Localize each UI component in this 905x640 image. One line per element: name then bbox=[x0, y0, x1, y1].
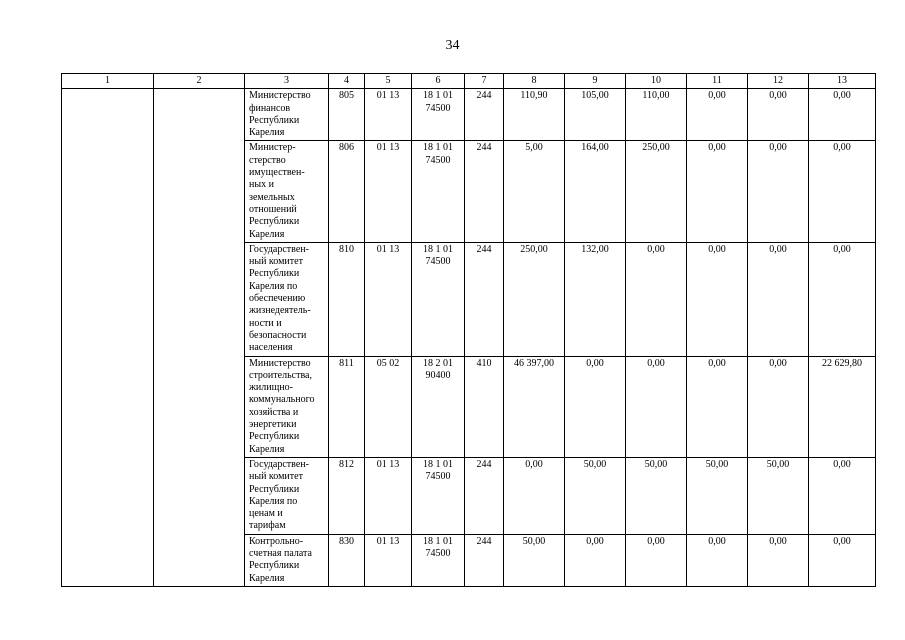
article-line: 74500 bbox=[425, 547, 451, 559]
cell-value: 0,00 bbox=[809, 534, 876, 586]
cell-code: 812 bbox=[329, 457, 365, 534]
cell-code: 805 bbox=[329, 89, 365, 141]
organization-name-line: ности и bbox=[249, 317, 282, 329]
column-header: 4 bbox=[329, 74, 365, 89]
cell-article bbox=[412, 356, 465, 457]
header-row bbox=[62, 74, 876, 89]
article-line: 74500 bbox=[425, 256, 451, 268]
article-line: 90400 bbox=[425, 369, 451, 381]
cell-col2 bbox=[154, 141, 245, 242]
cell-value: 132,00 bbox=[565, 242, 626, 356]
column-header: 12 bbox=[748, 74, 809, 89]
organization-name-line: Карелия bbox=[249, 572, 285, 584]
cell-col2 bbox=[154, 356, 245, 457]
cell-type: 244 bbox=[465, 457, 504, 534]
cell-organization bbox=[245, 356, 329, 457]
organization-name-line: Карелия по bbox=[249, 280, 298, 292]
organization-name-line: строительства, bbox=[249, 369, 312, 381]
cell-value: 50,00 bbox=[748, 457, 809, 534]
cell-organization bbox=[245, 534, 329, 586]
cell-article bbox=[412, 534, 465, 586]
cell-section: 01 13 bbox=[365, 534, 412, 586]
cell-value: 0,00 bbox=[748, 356, 809, 457]
organization-name-line: Республики bbox=[249, 431, 300, 443]
article-line: 74500 bbox=[425, 154, 451, 166]
cell-type: 244 bbox=[465, 242, 504, 356]
cell-value: 0,00 bbox=[809, 457, 876, 534]
cell-article bbox=[412, 457, 465, 534]
organization-name-line: Государствен- bbox=[249, 243, 309, 255]
cell-value: 0,00 bbox=[809, 141, 876, 242]
cell-type: 244 bbox=[465, 89, 504, 141]
organization-name-line: ный комитет bbox=[249, 256, 303, 268]
organization-name-line: стерство bbox=[249, 154, 286, 166]
cell-code: 806 bbox=[329, 141, 365, 242]
cell-value: 0,00 bbox=[687, 534, 748, 586]
organization-name-line: Республики bbox=[249, 216, 300, 228]
cell-code: 830 bbox=[329, 534, 365, 586]
cell-type: 410 bbox=[465, 356, 504, 457]
cell-section: 01 13 bbox=[365, 242, 412, 356]
cell-value: 5,00 bbox=[504, 141, 565, 242]
cell-value: 50,00 bbox=[504, 534, 565, 586]
article-line: 18 1 01 bbox=[423, 90, 453, 102]
organization-name-line: Республики bbox=[249, 483, 300, 495]
cell-code: 811 bbox=[329, 356, 365, 457]
organization-name-line: Карелия bbox=[249, 443, 285, 455]
organization-name-line: Контрольно- bbox=[249, 535, 304, 547]
table-row bbox=[62, 242, 876, 356]
cell-col1 bbox=[62, 457, 154, 534]
cell-value: 0,00 bbox=[748, 242, 809, 356]
organization-name-line: Министерство bbox=[249, 357, 311, 369]
cell-value: 0,00 bbox=[809, 242, 876, 356]
organization-name-line: населения bbox=[249, 342, 293, 354]
organization-name-line: жизнедеятель- bbox=[249, 305, 311, 317]
organization-name-line: Республики bbox=[249, 114, 300, 126]
cell-col1 bbox=[62, 534, 154, 586]
table-row bbox=[62, 534, 876, 586]
organization-name-line: ный комитет bbox=[249, 471, 303, 483]
cell-value: 105,00 bbox=[565, 89, 626, 141]
cell-col2 bbox=[154, 534, 245, 586]
table-row bbox=[62, 141, 876, 242]
cell-value: 0,00 bbox=[687, 141, 748, 242]
cell-value: 250,00 bbox=[626, 141, 687, 242]
cell-value: 0,00 bbox=[504, 457, 565, 534]
cell-value: 0,00 bbox=[626, 356, 687, 457]
article-line: 74500 bbox=[425, 102, 451, 114]
cell-section: 01 13 bbox=[365, 89, 412, 141]
organization-name-line: земельных bbox=[249, 191, 295, 203]
cell-col1 bbox=[62, 356, 154, 457]
cell-col2 bbox=[154, 242, 245, 356]
organization-name-line: Республики bbox=[249, 268, 300, 280]
cell-type: 244 bbox=[465, 141, 504, 242]
cell-value: 22 629,80 bbox=[809, 356, 876, 457]
cell-value: 0,00 bbox=[748, 89, 809, 141]
cell-value: 0,00 bbox=[687, 356, 748, 457]
cell-value: 0,00 bbox=[626, 242, 687, 356]
cell-value: 0,00 bbox=[687, 242, 748, 356]
column-header: 9 bbox=[565, 74, 626, 89]
cell-value: 0,00 bbox=[748, 141, 809, 242]
column-header: 5 bbox=[365, 74, 412, 89]
organization-name-line: имуществен- bbox=[249, 167, 305, 179]
cell-article bbox=[412, 242, 465, 356]
cell-value: 0,00 bbox=[626, 534, 687, 586]
organization-name-line: отношений bbox=[249, 203, 297, 215]
cell-section: 01 13 bbox=[365, 141, 412, 242]
organization-name-line: безопасности bbox=[249, 329, 307, 341]
organization-name-line: обеспечению bbox=[249, 293, 306, 305]
cell-value: 110,90 bbox=[504, 89, 565, 141]
table-row bbox=[62, 89, 876, 141]
cell-value: 50,00 bbox=[626, 457, 687, 534]
article-line: 74500 bbox=[425, 471, 451, 483]
page-number: 34 bbox=[445, 38, 460, 53]
cell-organization bbox=[245, 141, 329, 242]
column-header: 7 bbox=[465, 74, 504, 89]
cell-section: 05 02 bbox=[365, 356, 412, 457]
cell-col1 bbox=[62, 141, 154, 242]
organization-name-line: Карелия по bbox=[249, 495, 298, 507]
cell-value: 164,00 bbox=[565, 141, 626, 242]
cell-organization bbox=[245, 457, 329, 534]
cell-col1 bbox=[62, 89, 154, 141]
cell-value: 0,00 bbox=[748, 534, 809, 586]
article-line: 18 1 01 bbox=[423, 535, 453, 547]
cell-col1 bbox=[62, 242, 154, 356]
organization-name-line: счетная палата bbox=[249, 547, 312, 559]
cell-value: 110,00 bbox=[626, 89, 687, 141]
organization-name-line: Карелия bbox=[249, 228, 285, 240]
cell-code: 810 bbox=[329, 242, 365, 356]
cell-col2 bbox=[154, 457, 245, 534]
cell-article bbox=[412, 141, 465, 242]
cell-value: 0,00 bbox=[565, 356, 626, 457]
organization-name-line: Государствен- bbox=[249, 458, 309, 470]
column-header: 8 bbox=[504, 74, 565, 89]
organization-name-line: хозяйства и bbox=[249, 406, 299, 418]
budget-table bbox=[61, 73, 876, 587]
column-header: 13 bbox=[809, 74, 876, 89]
column-header: 11 bbox=[687, 74, 748, 89]
article-line: 18 1 01 bbox=[423, 243, 453, 255]
organization-name-line: коммунального bbox=[249, 394, 315, 406]
organization-name-line: Карелия bbox=[249, 127, 285, 139]
table-row bbox=[62, 356, 876, 457]
cell-section: 01 13 bbox=[365, 457, 412, 534]
cell-value: 0,00 bbox=[687, 89, 748, 141]
organization-name-line: Министер- bbox=[249, 142, 296, 154]
column-header: 1 bbox=[62, 74, 154, 89]
organization-name-line: энергетики bbox=[249, 419, 297, 431]
cell-organization bbox=[245, 242, 329, 356]
column-header: 3 bbox=[245, 74, 329, 89]
cell-value: 250,00 bbox=[504, 242, 565, 356]
column-header: 6 bbox=[412, 74, 465, 89]
organization-name-line: ценам и bbox=[249, 508, 283, 520]
cell-type: 244 bbox=[465, 534, 504, 586]
table-row bbox=[62, 457, 876, 534]
organization-name-line: жилищно- bbox=[249, 382, 293, 394]
organization-name-line: Министерство bbox=[249, 90, 311, 102]
organization-name-line: ных и bbox=[249, 179, 274, 191]
cell-value: 50,00 bbox=[687, 457, 748, 534]
cell-value: 46 397,00 bbox=[504, 356, 565, 457]
column-header: 2 bbox=[154, 74, 245, 89]
cell-value: 50,00 bbox=[565, 457, 626, 534]
cell-value: 0,00 bbox=[809, 89, 876, 141]
organization-name-line: финансов bbox=[249, 102, 291, 114]
cell-article bbox=[412, 89, 465, 141]
article-line: 18 2 01 bbox=[423, 357, 453, 369]
organization-name-line: тарифам bbox=[249, 520, 286, 532]
column-header: 10 bbox=[626, 74, 687, 89]
article-line: 18 1 01 bbox=[423, 458, 453, 470]
cell-value: 0,00 bbox=[565, 534, 626, 586]
organization-name-line: Республики bbox=[249, 560, 300, 572]
article-line: 18 1 01 bbox=[423, 142, 453, 154]
cell-organization bbox=[245, 89, 329, 141]
cell-col2 bbox=[154, 89, 245, 141]
